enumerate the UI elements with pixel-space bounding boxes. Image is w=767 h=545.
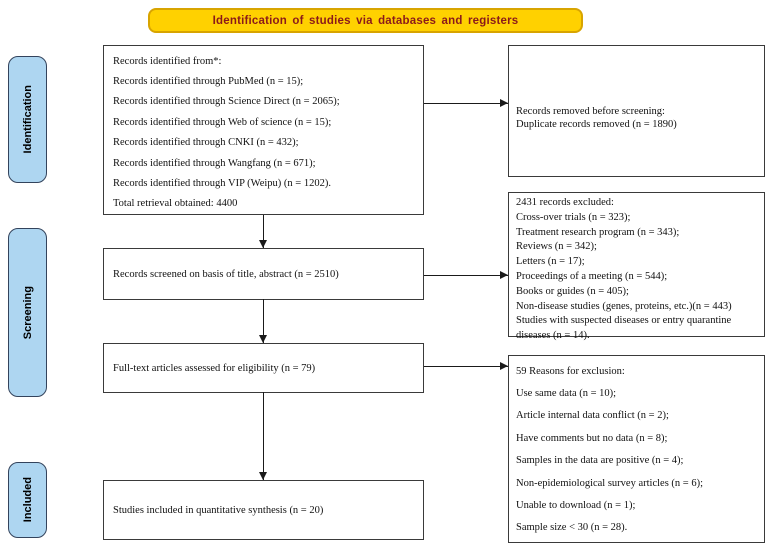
arrow-fulltext-to-included	[263, 392, 264, 480]
records-excluded-line: Books or guides (n = 405);	[516, 285, 629, 297]
records-excluded-line: Proceedings of a meeting (n = 544);	[516, 270, 668, 282]
arrow-identified-to-removed	[424, 103, 508, 104]
records-removed-line: Duplicate records removed (n = 1890)	[516, 119, 677, 130]
exclusion-reason-line: Non-epidemiological survey articles (n = 6);	[516, 477, 703, 489]
records-excluded-line: Cross-over trials (n = 323);	[516, 211, 631, 223]
exclusion-reasons-box	[508, 355, 765, 543]
stage-label-identification	[8, 56, 47, 183]
stage-label-screening-text: Screening	[21, 285, 34, 340]
studies-included-box	[103, 480, 424, 540]
records-excluded-line: Reviews (n = 342);	[516, 241, 597, 253]
records-excluded-box	[508, 192, 765, 342]
title-banner	[148, 8, 583, 33]
records-identified-box	[103, 45, 424, 215]
studies-included-label: Studies included in quantitative synthesis (n = 20)	[113, 504, 324, 516]
exclusion-reason-line: 59 Reasons for exclusion:	[516, 365, 625, 377]
records-removed-line: Records removed before screening:	[516, 105, 665, 117]
records-excluded-line: 2431 records excluded:	[516, 197, 614, 208]
records-excluded-line: Treatment research program (n = 343);	[516, 226, 680, 238]
records-identified-line: Records identified through Wangfang (n = 671);	[113, 157, 316, 169]
arrow-identified-to-screened	[263, 215, 264, 248]
exclusion-reason-line: Use same data (n = 10);	[516, 388, 617, 400]
arrow-screened-to-excluded	[424, 275, 508, 276]
records-identified-line: Records identified from*:	[113, 55, 222, 67]
arrow-screened-to-fulltext	[263, 299, 264, 343]
exclusion-reason-line: Have comments but no data (n = 8);	[516, 432, 668, 444]
records-identified-line: Records identified through VIP (Weipu) (n = 1202).	[113, 178, 331, 190]
records-identified-line: Records identified through Web of science (n = 15);	[113, 116, 332, 128]
records-screened-box	[103, 248, 424, 300]
records-excluded-line: Non-disease studies (genes, proteins, etc.)(n = 443)	[516, 300, 732, 312]
exclusion-reason-line: Unable to download (n = 1);	[516, 500, 636, 512]
exclusion-reason-line: Article internal data conflict (n = 2);	[516, 410, 669, 422]
records-excluded-line: Studies with suspected diseases or entry quarantine diseases (n = 14).	[516, 315, 732, 342]
stage-label-identification-text: Identification	[21, 85, 34, 154]
records-identified-line: Records identified through PubMed (n = 15);	[113, 76, 304, 88]
records-identified-total-line: Total retrieval obtained: 4400	[113, 198, 238, 210]
arrow-fulltext-to-reasons	[424, 366, 508, 367]
stage-label-included	[8, 462, 47, 538]
records-identified-line: Records identified through CNKI (n = 432);	[113, 137, 299, 149]
fulltext-assessed-label: Full-text articles assessed for eligibility (n = 79)	[113, 362, 316, 374]
stage-label-screening	[8, 228, 47, 397]
title-banner-label: Identification of studies via databases and registers	[212, 14, 519, 27]
exclusion-reason-line: Sample size < 30 (n = 28).	[516, 522, 628, 534]
records-screened-label: Records screened on basis of title, abstract (n = 2510)	[113, 268, 339, 280]
fulltext-assessed-box	[103, 343, 424, 393]
exclusion-reason-line: Samples in the data are positive (n = 4);	[516, 455, 684, 467]
records-removed-box	[508, 45, 765, 177]
stage-label-included-text: Included	[21, 477, 34, 523]
records-identified-line: Records identified through Science Direct (n = 2065);	[113, 96, 340, 108]
records-excluded-line: Letters (n = 17);	[516, 256, 585, 268]
